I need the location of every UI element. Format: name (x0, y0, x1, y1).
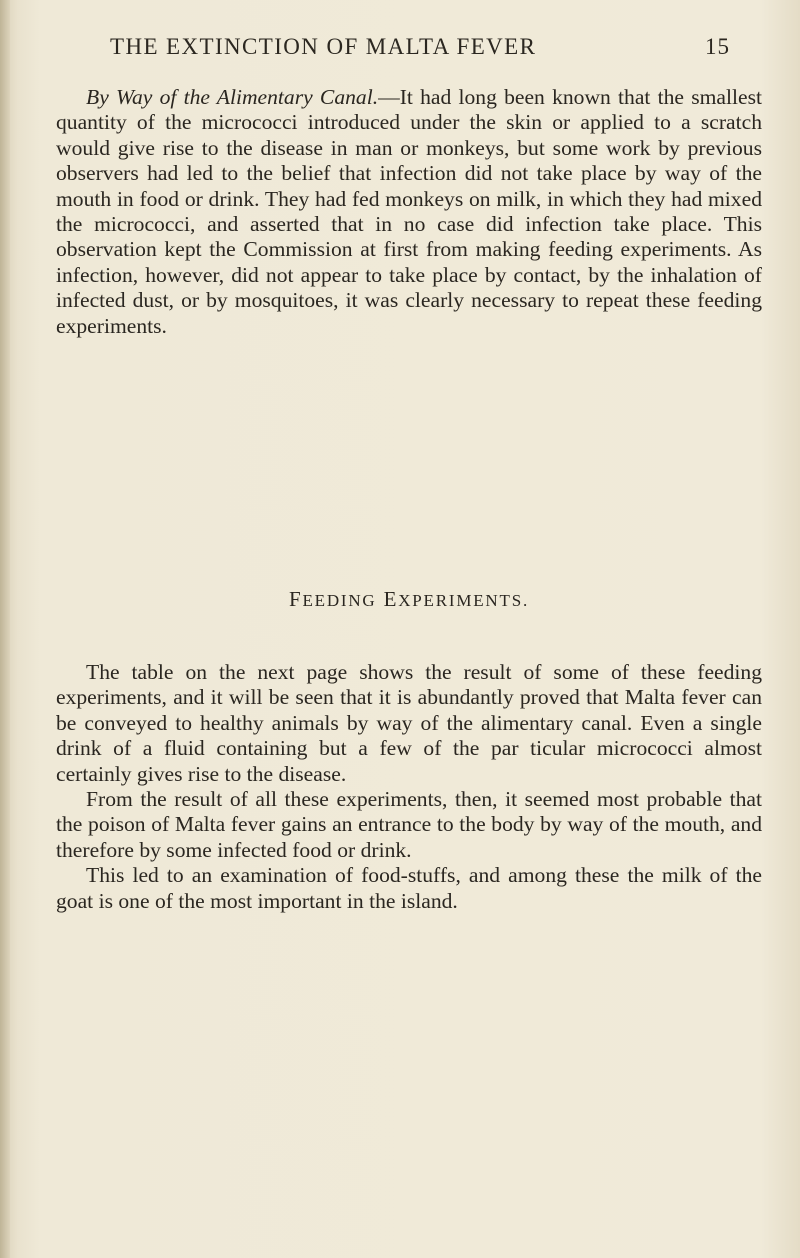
section-heading (56, 587, 762, 612)
heading-initial-1: F (288, 587, 303, 611)
running-head-title: THE EXTINCTION OF MALTA FEVER (110, 34, 537, 59)
paragraph: From the result of all these experiments, then, it seemed most probable that the poison of Malta fever gains an entrance to the body by way of the mouth, and therefore by some infected food or drink. (56, 787, 762, 862)
running-head (110, 34, 750, 60)
paragraph: This led to an examination of food-stuffs, and among these the milk of the goat is one of the most important in the island. (56, 863, 762, 913)
page-gutter (0, 0, 10, 1258)
paragraph-italic-lead: By Way of the Alimentary Canal. (86, 85, 379, 109)
heading-initial-2: E (383, 587, 399, 611)
opening-paragraph (56, 85, 762, 339)
paragraph: The table on the next page shows the result of some of these feeding experiments, and it will be seen that it is abundantly proved that Malta fever can be conveyed to healthy animals by way of the alimentary canal. Even a single drink of a fluid containing but a few of the par ticular micrococci almost certainly gives rise to the disease. (56, 660, 762, 786)
feeding-experiments-text (56, 660, 762, 914)
paragraph-body: —It had long been known that the smallest quantity of the micrococci introduced under the skin or applied to a scratch would give rise to the disease in man or monkeys, but some work by previous observers had led to the belief that infection did not take place by way of the mouth in food or drink. They had fed monkeys on milk, in which they had mixed the micrococci, and asserted that in no case did infection take place. This observation kept the Commission at first from making feeding experiments. As infection, however, did not appear to take place by contact, by the inhalation of infected dust, or by mosquitoes, it was clearly necessary to repeat these feeding experiments. (56, 85, 762, 338)
heading-rest-2: XPERIMENTS. (398, 591, 530, 610)
page-number: 15 (705, 34, 730, 59)
heading-rest-1: EEDING (302, 591, 377, 610)
